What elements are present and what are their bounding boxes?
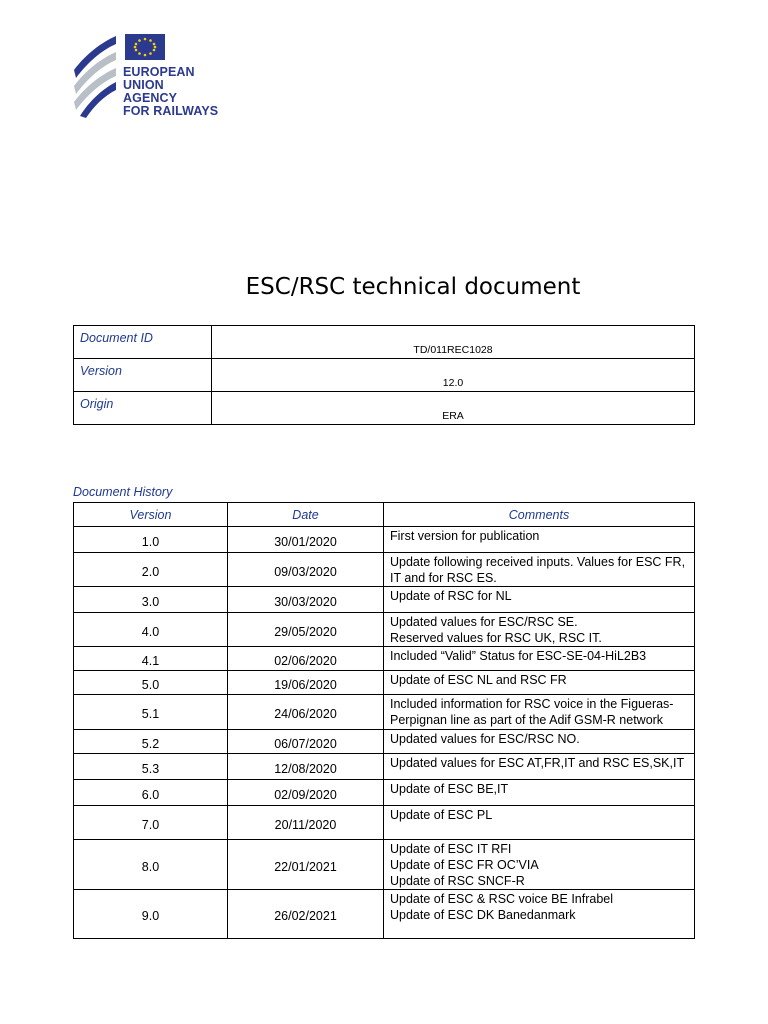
history-version: 3.0	[74, 587, 228, 613]
history-version: 5.2	[74, 730, 228, 754]
history-date: 22/01/2021	[228, 840, 384, 890]
comment-line: Updated values for ESC AT,FR,IT and RSC ES,SK,IT	[390, 756, 685, 770]
table-row	[74, 695, 695, 730]
history-version: 5.3	[74, 754, 228, 780]
history-version: 7.0	[74, 806, 228, 840]
history-version: 5.1	[74, 695, 228, 730]
comment-line: Update of ESC BE,IT	[390, 782, 509, 796]
meta-row	[74, 392, 695, 425]
history-date: 24/06/2020	[228, 695, 384, 730]
comment-line: Included “Valid” Status for ESC-SE-04-HiL2B3	[390, 649, 647, 663]
table-row	[74, 806, 695, 840]
logo-line: EUROPEAN	[123, 65, 195, 79]
history-date: 30/01/2020	[228, 527, 384, 553]
comment-line: Update of ESC PL	[390, 808, 493, 822]
history-date: 09/03/2020	[228, 553, 384, 587]
comment-line: IT and for RSC ES.	[390, 571, 497, 585]
history-version: 5.0	[74, 671, 228, 695]
comment-line: Perpignan line as part of the Adif GSM-R network	[390, 713, 664, 727]
comment-line: Update following received inputs. Values for ESC FR,	[390, 555, 686, 569]
history-date: 02/09/2020	[228, 780, 384, 806]
history-version: 9.0	[74, 890, 228, 939]
history-comments	[384, 613, 695, 647]
history-version: 2.0	[74, 553, 228, 587]
meta-value: 12.0	[212, 359, 695, 392]
table-row	[74, 840, 695, 890]
history-date: 29/05/2020	[228, 613, 384, 647]
comment-line: Updated values for ESC/RSC NO.	[390, 732, 580, 746]
column-header-comments: Comments	[384, 503, 695, 527]
meta-label: Version	[74, 359, 212, 392]
history-comments	[384, 754, 695, 780]
comment-line: Update of ESC & RSC voice BE Infrabel	[390, 892, 614, 906]
comment-line: Update of RSC for NL	[390, 589, 512, 603]
table-row	[74, 553, 695, 587]
table-row	[74, 587, 695, 613]
comment-line: Update of ESC IT RFI	[390, 842, 512, 856]
agency-logo-text	[123, 66, 218, 118]
history-header-row	[74, 503, 695, 527]
meta-label: Document ID	[74, 326, 212, 359]
comment-line: Update of ESC FR OC’VIA	[390, 858, 539, 872]
history-comments	[384, 890, 695, 939]
document-history-table	[73, 502, 695, 939]
history-date: 26/02/2021	[228, 890, 384, 939]
history-date: 12/08/2020	[228, 754, 384, 780]
comment-line: Update of ESC DK Banedanmark	[390, 908, 576, 922]
history-comments	[384, 587, 695, 613]
meta-row	[74, 326, 695, 359]
document-title: ESC/RSC technical document	[245, 274, 581, 300]
meta-value: ERA	[212, 392, 695, 425]
history-comments	[384, 806, 695, 840]
history-date: 02/06/2020	[228, 647, 384, 671]
table-row	[74, 890, 695, 939]
history-comments	[384, 553, 695, 587]
history-version: 4.1	[74, 647, 228, 671]
history-date: 30/03/2020	[228, 587, 384, 613]
table-row	[74, 613, 695, 647]
table-row	[74, 780, 695, 806]
comment-line: First version for publication	[390, 529, 540, 543]
history-body	[74, 527, 695, 939]
comment-line: Update of ESC NL and RSC FR	[390, 673, 567, 687]
history-comments	[384, 527, 695, 553]
history-comments	[384, 780, 695, 806]
table-row	[74, 730, 695, 754]
table-row	[74, 671, 695, 695]
comment-line: Included information for RSC voice in the Figueras-	[390, 697, 674, 711]
table-row	[74, 527, 695, 553]
document-meta-table	[73, 325, 695, 425]
history-comments	[384, 730, 695, 754]
history-version: 6.0	[74, 780, 228, 806]
history-comments	[384, 695, 695, 730]
table-row	[74, 647, 695, 671]
logo-line: AGENCY	[123, 91, 178, 105]
meta-label: Origin	[74, 392, 212, 425]
history-comments	[384, 671, 695, 695]
history-version: 4.0	[74, 613, 228, 647]
comment-line: Updated values for ESC/RSC SE.	[390, 615, 578, 629]
history-date: 06/07/2020	[228, 730, 384, 754]
comment-line: Update of RSC SNCF-R	[390, 874, 525, 888]
history-comments	[384, 840, 695, 890]
comment-line: Reserved values for RSC UK, RSC IT.	[390, 631, 602, 645]
meta-row	[74, 359, 695, 392]
history-version: 8.0	[74, 840, 228, 890]
column-header-version: Version	[74, 503, 228, 527]
history-date: 19/06/2020	[228, 671, 384, 695]
logo-line: UNION	[123, 78, 164, 92]
history-version: 1.0	[74, 527, 228, 553]
history-caption: Document History	[73, 485, 173, 499]
meta-value: TD/011REC1028	[212, 326, 695, 359]
logo-line: FOR RAILWAYS	[123, 104, 219, 118]
history-comments	[384, 647, 695, 671]
column-header-date: Date	[228, 503, 384, 527]
history-date: 20/11/2020	[228, 806, 384, 840]
table-row	[74, 754, 695, 780]
